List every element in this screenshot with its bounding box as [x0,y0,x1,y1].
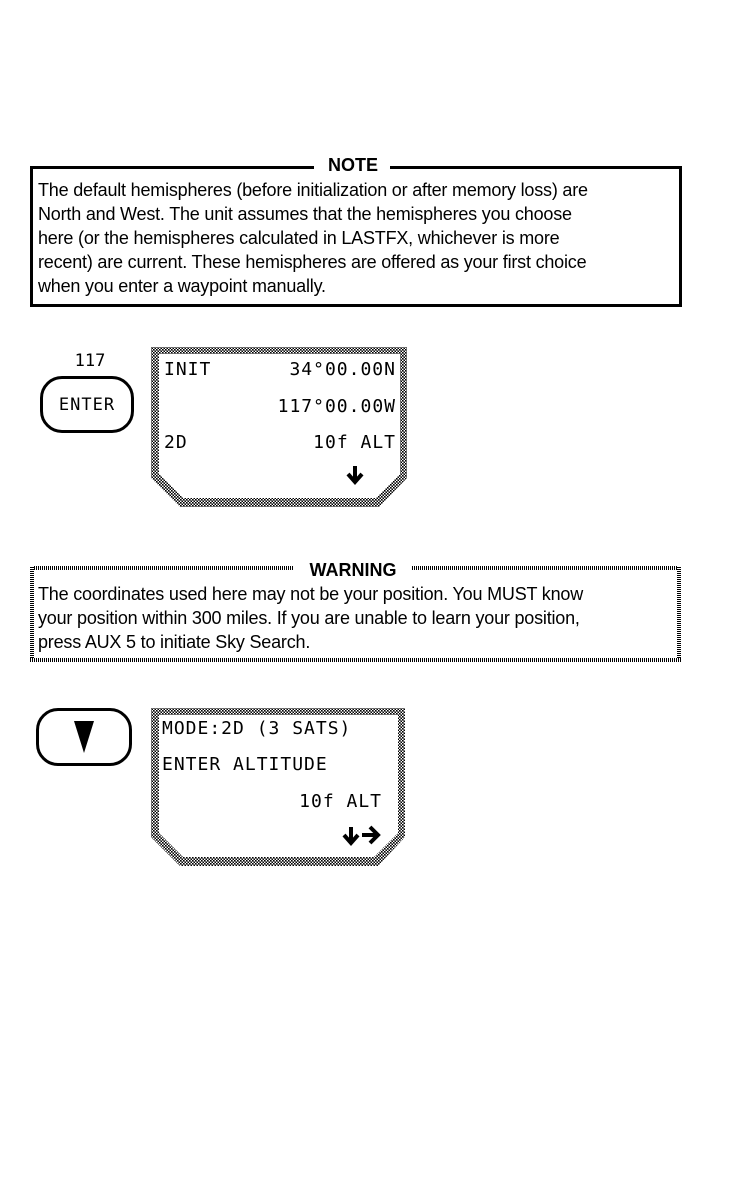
lcd-row2: ENTER ALTITUDE [162,754,328,775]
warning-title: WARNING [309,560,397,580]
note-line: here (or the hemispheres calculated in LASTFX, whichever is more [38,228,560,248]
warning-border-left [30,566,34,662]
note-line: North and West. The unit assumes that the hemispheres you choose [38,204,572,224]
lcd-row3-right: 10f ALT [313,432,396,453]
lcd-row1: MODE:2D (3 SATS) [162,718,352,739]
lcd-display-init [150,346,408,508]
note-line: The default hemispheres (before initialization or after memory loss) are [38,180,588,200]
lcd-row3-right: 10f ALT [299,791,382,812]
warning-line: The coordinates used here may not be your position. You MUST know [38,584,583,604]
enter-key-button[interactable] [40,376,134,433]
warning-border-bottom [30,658,681,662]
lcd-row1-right: 34°00.00N [289,359,396,380]
down-triangle-icon [72,719,96,755]
lcd-row2-right: 117°00.00W [277,396,396,417]
key-caption: 117 [74,351,106,371]
note-title: NOTE [327,155,378,175]
lcd-row3-left: 2D [164,432,188,453]
note-line: recent) are current. These hemispheres are offered as your first choice [38,252,587,272]
warning-body [38,582,678,654]
warning-line: press AUX 5 to initiate Sky Search. [38,632,311,652]
lcd-display-mode [150,707,406,867]
warning-rule-left [30,566,294,570]
enter-key-label: ENTER [58,394,116,415]
warning-rule-right [412,566,681,570]
note-line: when you enter a waypoint manually. [38,276,326,296]
down-key-button[interactable] [36,708,132,766]
warning-line: your position within 300 miles. If you are unable to learn your position, [38,608,580,628]
lcd-row1-left: INIT [164,359,212,380]
note-body [38,178,678,298]
